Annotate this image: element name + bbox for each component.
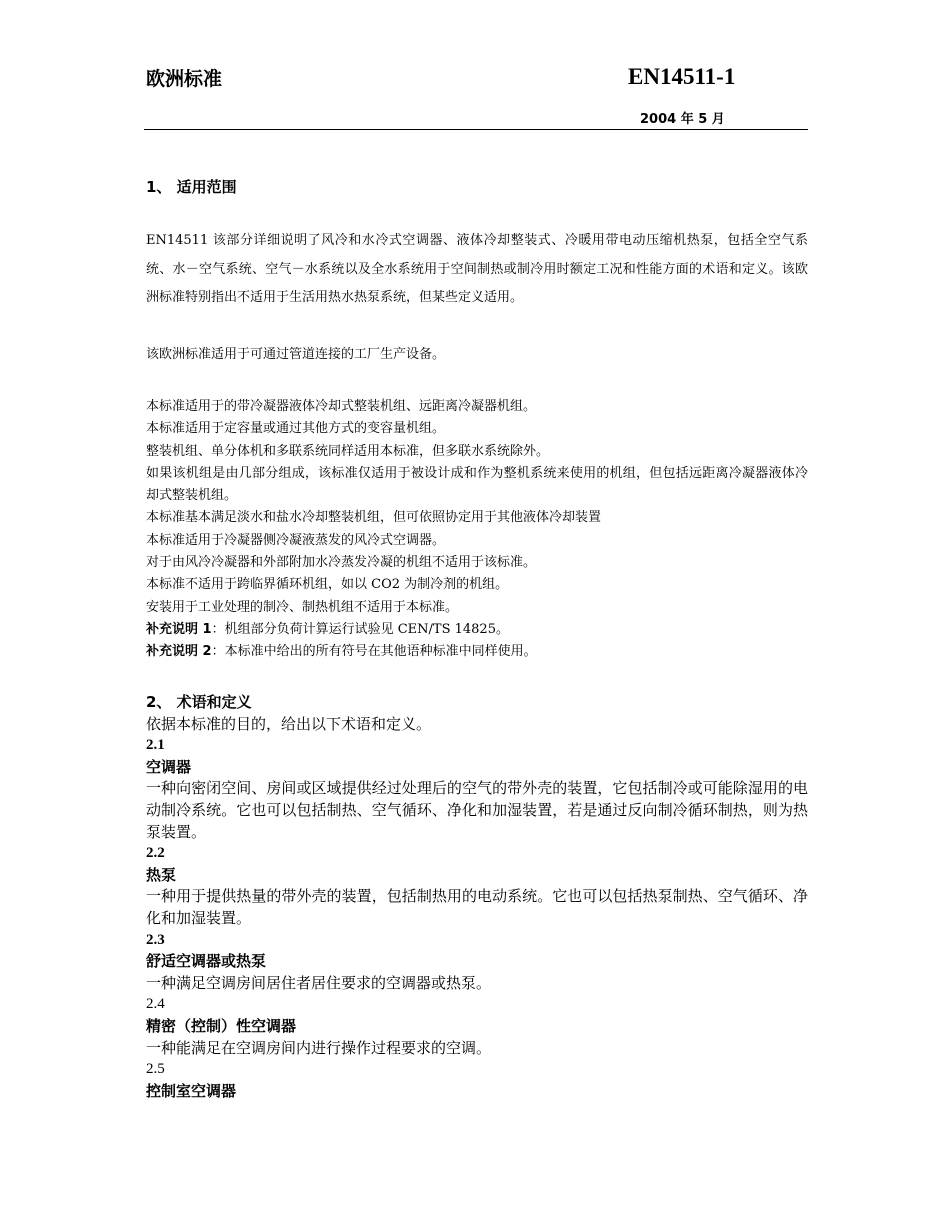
term-title: 热泵 xyxy=(146,865,177,884)
publication-date: 2004 年 5 月 xyxy=(640,112,725,127)
term-definition: 一种能满足在空调房间内进行操作过程要求的空调。 xyxy=(146,1038,492,1057)
header-left-title: 欧洲标准 xyxy=(146,68,223,90)
note-2-text: ：本标准中给出的所有符号在其他语种标准中同样使用。 xyxy=(211,644,537,660)
scope-line: 对于由风冷冷凝器和外部附加水冷蒸发冷凝的机组不适用于该标准。 xyxy=(146,555,537,571)
scope-line: 整装机组、单分体机和多联系统同样适用本标准，但多联水系统除外。 xyxy=(146,443,550,459)
scope-line: 如果该机组是由几部分组成，该标准仅适用于被设计成和作为整机系统来使用的机组，但包括远距离冷凝器液体冷却式整装机组。 xyxy=(146,465,808,504)
note-1-text: ：机组部分负荷计算运行试验见 CEN/TS 14825。 xyxy=(211,621,509,637)
note-2-label: 补充说明 2 xyxy=(146,644,212,660)
standard-number: EN14511-1 xyxy=(628,64,736,89)
term-number: 2.3 xyxy=(146,931,165,948)
term-number: 2.2 xyxy=(146,845,165,862)
scope-line: 本标准基本满足淡水和盐水冷却整装机组，但可依照协定用于其他液体冷却装置 xyxy=(146,510,602,526)
section-1-para-1 xyxy=(146,227,808,313)
term-definition: 一种满足空调房间居住者居住要求的空调器或热泵。 xyxy=(146,973,492,992)
term-title: 控制室空调器 xyxy=(146,1081,237,1100)
section-1-lines xyxy=(146,396,808,664)
term-title: 精密（控制）性空调器 xyxy=(146,1016,297,1035)
scope-paragraph-2: 该欧洲标准适用于可通过管道连接的工厂生产设备。 xyxy=(146,347,446,362)
term-title: 舒适空调器或热泵 xyxy=(146,952,267,971)
scope-line: 安装用于工业处理的制冷、制热机组不适用于本标准。 xyxy=(146,599,459,615)
section-2 xyxy=(146,692,808,1102)
scope-line: 本标准适用于冷凝器侧冷凝液蒸发的风冷式空调器。 xyxy=(146,532,446,548)
note-1-label: 补充说明 1 xyxy=(146,621,212,637)
section-2-intro: 依据本标准的目的，给出以下术语和定义。 xyxy=(146,714,432,733)
scope-line: 本标准不适用于跨临界循环机组，如以 CO2 为制冷剂的机组。 xyxy=(146,577,509,593)
scope-paragraph-1: EN14511 该部分详细说明了风冷和水冷式空调器、液体冷却整装式、冷暖用带电动压缩机热泵，包括全空气系统、水－空气系统、空气－水系统以及全水系统用于空间制热或制冷用时额定工况和性能方面的术语和定义。该欧洲标准特别指出不适用于生活用热水热泵系统，但某些定义适用。 xyxy=(146,233,808,305)
term-definition: 一种向密闭空间、房间或区域提供经过处理后的空气的带外壳的装置，它包括制冷或可能除湿用的电动制冷系统。它也可以包括制热、空气循环、净化和加湿装置，若是通过反向制冷循环制热，则为热泵装置。 xyxy=(146,779,808,841)
term-number: 2.5 xyxy=(146,1061,165,1078)
section-2-heading: 2、 术语和定义 xyxy=(146,693,252,711)
section-1-heading: 1、 适用范围 xyxy=(146,178,237,196)
header-rule xyxy=(144,129,808,130)
term-title: 空调器 xyxy=(146,757,192,776)
scope-line: 本标准适用于的带冷凝器液体冷却式整装机组、远距离冷凝器机组。 xyxy=(146,399,537,414)
term-definition: 一种用于提供热量的带外壳的装置，包括制热用的电动系统。它也可以包括热泵制热、空气循环、净化和加湿装置。 xyxy=(146,887,808,927)
term-number: 2.4 xyxy=(146,996,165,1013)
note-1 xyxy=(146,619,808,641)
note-2 xyxy=(146,641,808,663)
section-1-para-2 xyxy=(146,344,808,366)
term-number: 2.1 xyxy=(146,737,165,754)
section-1 xyxy=(146,176,808,197)
scope-line: 本标准适用于定容量或通过其他方式的变容量机组。 xyxy=(146,421,446,437)
